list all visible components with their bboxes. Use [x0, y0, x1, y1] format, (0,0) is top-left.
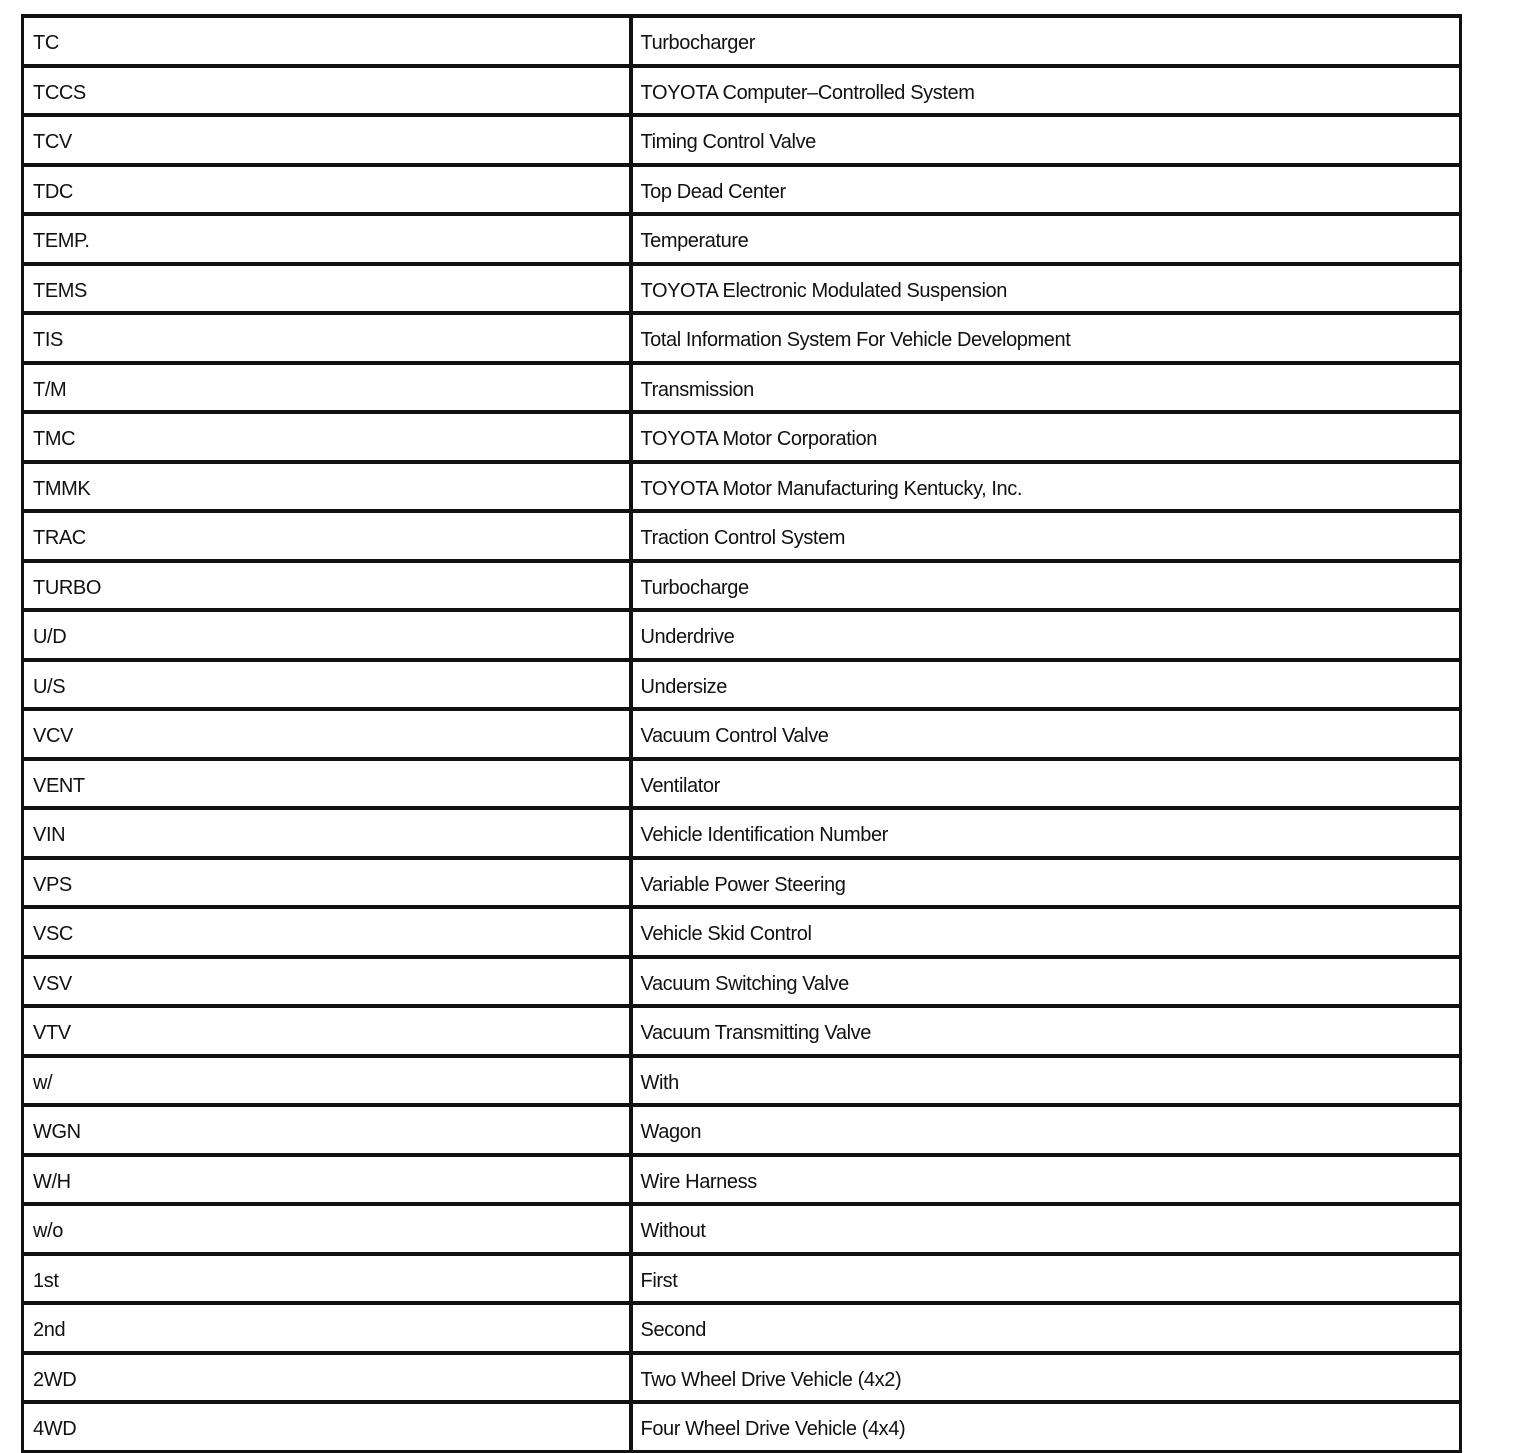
table-row [23, 858, 1461, 908]
definition-cell: Top Dead Center [631, 165, 1461, 215]
abbreviation-cell: 1st [23, 1254, 631, 1304]
definition-cell: Underdrive [631, 610, 1461, 660]
abbreviation-cell: TIS [23, 313, 631, 363]
table-row [23, 957, 1461, 1007]
definition-cell: Vacuum Transmitting Valve [631, 1006, 1461, 1056]
abbreviation-cell: VIN [23, 808, 631, 858]
abbreviation-cell: TC [23, 16, 631, 66]
definition-cell: Undersize [631, 660, 1461, 710]
table-row [23, 759, 1461, 809]
table-row [23, 313, 1461, 363]
definition-cell: Second [631, 1303, 1461, 1353]
definition-cell: Timing Control Valve [631, 115, 1461, 165]
table-row [23, 1056, 1461, 1106]
abbreviation-cell: W/H [23, 1155, 631, 1205]
table-row [23, 610, 1461, 660]
abbreviation-cell: 2WD [23, 1353, 631, 1403]
abbreviation-cell: TCCS [23, 66, 631, 116]
table-row [23, 214, 1461, 264]
definition-cell: TOYOTA Computer–Controlled System [631, 66, 1461, 116]
table-row [23, 1303, 1461, 1353]
table-row [23, 1402, 1461, 1451]
abbreviation-cell: VTV [23, 1006, 631, 1056]
definition-cell: Temperature [631, 214, 1461, 264]
definition-cell: Vehicle Skid Control [631, 907, 1461, 957]
abbreviation-cell: TEMP. [23, 214, 631, 264]
definition-cell: TOYOTA Motor Manufacturing Kentucky, Inc. [631, 462, 1461, 512]
table-row [23, 115, 1461, 165]
definition-cell: First [631, 1254, 1461, 1304]
table-row [23, 561, 1461, 611]
table-row [23, 1006, 1461, 1056]
definition-cell: Four Wheel Drive Vehicle (4x4) [631, 1402, 1461, 1451]
table-row [23, 16, 1461, 66]
definition-cell: TOYOTA Motor Corporation [631, 412, 1461, 462]
table-row [23, 709, 1461, 759]
abbreviation-cell: VPS [23, 858, 631, 908]
abbreviation-cell: 2nd [23, 1303, 631, 1353]
abbreviation-cell: TURBO [23, 561, 631, 611]
abbreviation-cell: VSV [23, 957, 631, 1007]
abbreviation-cell: VCV [23, 709, 631, 759]
table-row [23, 660, 1461, 710]
table-row [23, 1204, 1461, 1254]
table-row [23, 1353, 1461, 1403]
definition-cell: Vacuum Control Valve [631, 709, 1461, 759]
definition-cell: Turbocharge [631, 561, 1461, 611]
definition-cell: With [631, 1056, 1461, 1106]
abbreviation-table [21, 14, 1462, 1453]
definition-cell: Vehicle Identification Number [631, 808, 1461, 858]
definition-cell: Total Information System For Vehicle Development [631, 313, 1461, 363]
table-row [23, 907, 1461, 957]
abbreviation-cell: U/D [23, 610, 631, 660]
table-row [23, 412, 1461, 462]
abbreviation-cell: w/ [23, 1056, 631, 1106]
definition-cell: Variable Power Steering [631, 858, 1461, 908]
table-row [23, 511, 1461, 561]
abbreviation-cell: U/S [23, 660, 631, 710]
definition-cell: Traction Control System [631, 511, 1461, 561]
abbreviation-cell: WGN [23, 1105, 631, 1155]
abbreviation-cell: T/M [23, 363, 631, 413]
abbreviation-cell: TMMK [23, 462, 631, 512]
table-row [23, 808, 1461, 858]
definition-cell: Transmission [631, 363, 1461, 413]
abbreviation-cell: VENT [23, 759, 631, 809]
definition-cell: Turbocharger [631, 16, 1461, 66]
definition-cell: TOYOTA Electronic Modulated Suspension [631, 264, 1461, 314]
definition-cell: Two Wheel Drive Vehicle (4x2) [631, 1353, 1461, 1403]
definition-cell: Vacuum Switching Valve [631, 957, 1461, 1007]
abbreviation-cell: TRAC [23, 511, 631, 561]
abbreviation-cell: TDC [23, 165, 631, 215]
table-row [23, 462, 1461, 512]
table-row [23, 1105, 1461, 1155]
table-row [23, 264, 1461, 314]
table-row [23, 1155, 1461, 1205]
abbreviation-cell: TCV [23, 115, 631, 165]
abbreviation-table-body [23, 16, 1461, 1451]
table-row [23, 66, 1461, 116]
definition-cell: Without [631, 1204, 1461, 1254]
definition-cell: Ventilator [631, 759, 1461, 809]
abbreviation-cell: 4WD [23, 1402, 631, 1451]
table-row [23, 165, 1461, 215]
abbreviation-cell: TEMS [23, 264, 631, 314]
abbreviation-cell: VSC [23, 907, 631, 957]
definition-cell: Wagon [631, 1105, 1461, 1155]
abbreviation-cell: w/o [23, 1204, 631, 1254]
table-row [23, 363, 1461, 413]
abbreviation-cell: TMC [23, 412, 631, 462]
definition-cell: Wire Harness [631, 1155, 1461, 1205]
table-row [23, 1254, 1461, 1304]
